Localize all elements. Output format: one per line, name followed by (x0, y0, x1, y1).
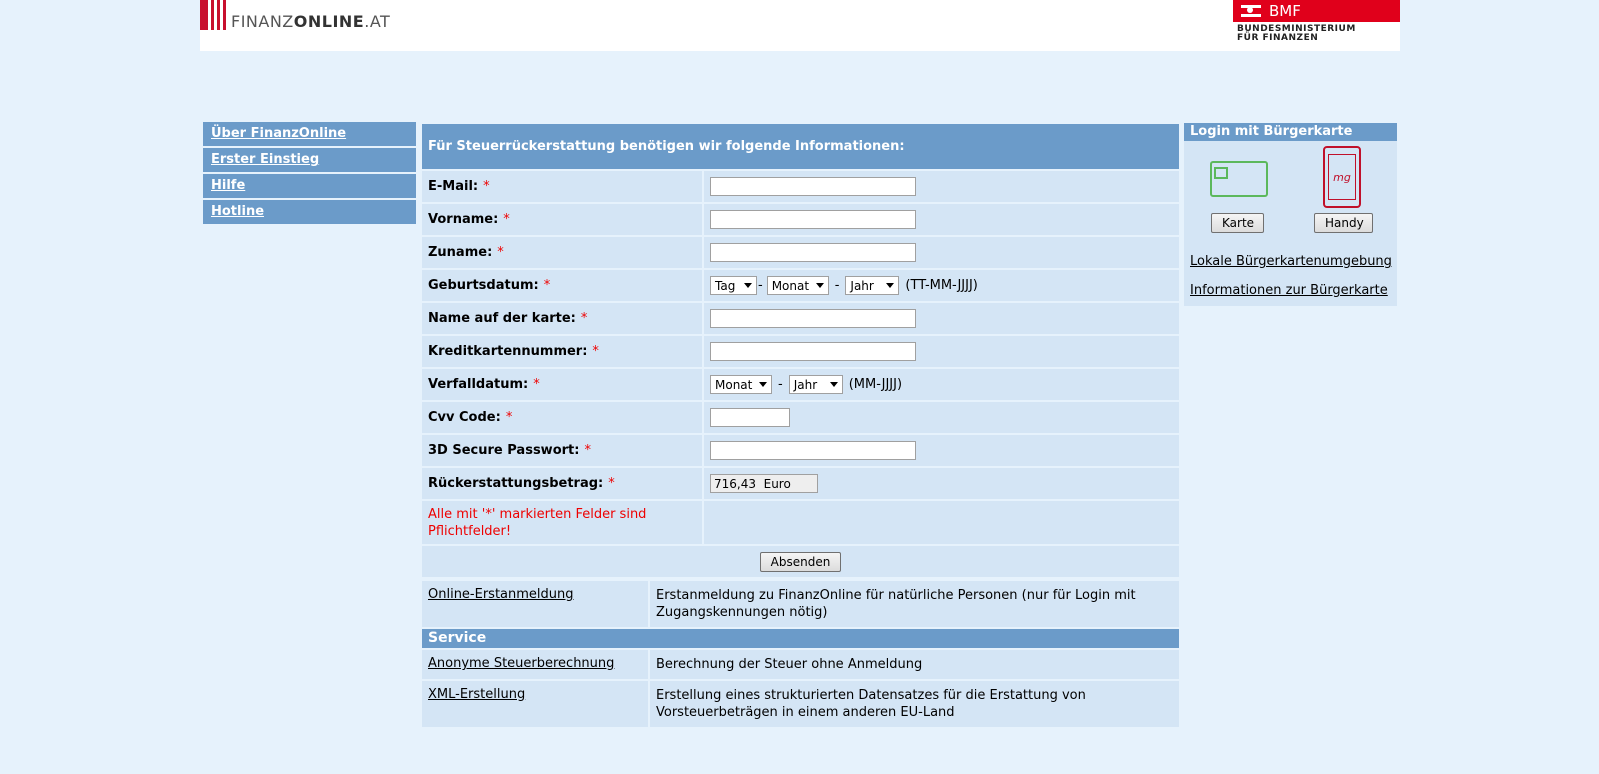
xml-erstellung-link[interactable]: XML-Erstellung (428, 687, 526, 702)
form-row-zuname (422, 237, 1179, 268)
submit-row (422, 546, 1179, 577)
karte-button[interactable]: Karte (1211, 213, 1264, 233)
required-marker: * (533, 377, 540, 392)
form-row-geburtsdatum: Geburtsdatum: * Tag - Monat - Jahr (TT-MM-JJJJ) (422, 270, 1179, 301)
chevron-down-icon (744, 283, 752, 288)
form-row-name-karte (422, 303, 1179, 334)
online-erstanmeldung-link[interactable]: Online-Erstanmeldung (428, 587, 574, 602)
zuname-label: Zuname: (428, 245, 493, 260)
buergerkarte-login-panel (1184, 123, 1397, 306)
chevron-down-icon (759, 382, 767, 387)
name-karte-input[interactable] (710, 309, 916, 328)
left-navigation (203, 122, 416, 226)
birth-day-select[interactable]: Tag (710, 276, 757, 295)
refund-form (422, 124, 1179, 727)
kreditkarte-input[interactable] (710, 342, 916, 361)
geburtsdatum-label: Geburtsdatum: (428, 278, 539, 293)
logo-text: FINANZONLINE.AT (231, 12, 391, 31)
betrag-field (710, 474, 818, 493)
service-text: Berechnung der Steuer ohne Anmeldung (650, 650, 1179, 679)
finanzonline-logo[interactable] (200, 0, 390, 30)
info-row (422, 581, 1179, 627)
bmf-logo[interactable] (1233, 0, 1400, 43)
birth-year-select[interactable]: Jahr (845, 276, 899, 295)
handy-button[interactable]: Handy (1314, 213, 1373, 233)
required-marker: * (592, 344, 599, 359)
form-row-3d-secure (422, 435, 1179, 466)
zuname-input[interactable] (710, 243, 916, 262)
form-row-email (422, 171, 1179, 202)
service-row (422, 650, 1179, 679)
required-marker: * (584, 443, 591, 458)
mobile-phone-icon: mg (1323, 146, 1361, 208)
required-marker: * (505, 410, 513, 425)
smartcard-icon (1210, 161, 1268, 197)
bmf-subtitle: BUNDESMINISTERIUM FÜR FINANZEN (1237, 24, 1356, 43)
informationen-buergerkarte-link[interactable]: Informationen zur Bürgerkarte (1190, 283, 1388, 298)
email-input[interactable] (710, 177, 916, 196)
login-heading: Login mit Bürgerkarte (1184, 123, 1397, 141)
form-row-vorname (422, 204, 1179, 235)
required-marker: * (580, 311, 588, 326)
logo-bars-icon (200, 0, 229, 30)
birth-month-select[interactable]: Monat (767, 276, 829, 295)
chevron-down-icon (830, 382, 838, 387)
email-label: E-Mail: (428, 179, 479, 194)
required-marker: * (497, 245, 504, 260)
required-marker: * (608, 476, 615, 491)
anonyme-steuerberechnung-link[interactable]: Anonyme Steuerberechnung (428, 656, 615, 671)
form-row-verfalldatum: Verfalldatum: * Monat - Jahr (MM-JJJJ) (422, 369, 1179, 400)
nav-ueber-finanzonline[interactable]: Über FinanzOnline (203, 122, 416, 146)
required-marker: * (483, 179, 490, 194)
nav-erster-einstieg[interactable]: Erster Einstieg (203, 148, 416, 172)
chevron-down-icon (886, 283, 894, 288)
form-row-note (422, 501, 1179, 544)
name-karte-label: Name auf der karte: (428, 311, 576, 326)
required-marker: * (503, 212, 510, 227)
secure-password-input[interactable] (710, 441, 916, 460)
expiry-format-hint: (MM-JJJJ) (848, 377, 903, 392)
nav-hilfe[interactable]: Hilfe (203, 174, 416, 198)
service-row (422, 681, 1179, 727)
vorname-label: Vorname: (428, 212, 499, 227)
form-row-cvv (422, 402, 1179, 433)
verfall-label: Verfalldatum: (428, 377, 529, 392)
required-marker: * (543, 278, 551, 293)
kreditkarte-label: Kreditkartennummer: (428, 344, 588, 359)
form-row-kreditkarte (422, 336, 1179, 367)
info-text: Erstanmeldung zu FinanzOnline für natürliche Personen (nur für Login mit Zugangskennungen nötig) (650, 581, 1179, 627)
bmf-label: BMF (1269, 2, 1301, 20)
cvv-input[interactable] (710, 408, 790, 427)
form-row-betrag (422, 468, 1179, 499)
betrag-label: Rückerstattungsbetrag: (428, 476, 604, 491)
birth-format-hint: (TT-MM-JJJJ) (905, 278, 978, 293)
secure-label: 3D Secure Passwort: (428, 443, 580, 458)
form-heading: Für Steuerrückerstattung benötigen wir folgende Informationen: (422, 124, 1179, 169)
header (200, 0, 1400, 51)
vorname-input[interactable] (710, 210, 916, 229)
cvv-label: Cvv Code: (428, 410, 501, 425)
expiry-year-select[interactable]: Jahr (789, 375, 843, 394)
pflicht-note: Alle mit '*' markierten Felder sind Pflichtfelder! (422, 501, 702, 544)
service-text: Erstellung eines strukturierten Datensatzes für die Erstattung von Vorsteuerbeträgen in einem anderen EU-Land (650, 681, 1179, 727)
eagle-icon (1241, 5, 1261, 17)
expiry-month-select[interactable]: Monat (710, 375, 772, 394)
chevron-down-icon (816, 283, 824, 288)
lokale-buergerkartenumgebung-link[interactable]: Lokale Bürgerkartenumgebung (1190, 254, 1392, 269)
absenden-button[interactable]: Absenden (760, 552, 842, 572)
nav-hotline[interactable]: Hotline (203, 200, 416, 224)
service-heading: Service (422, 629, 1179, 648)
